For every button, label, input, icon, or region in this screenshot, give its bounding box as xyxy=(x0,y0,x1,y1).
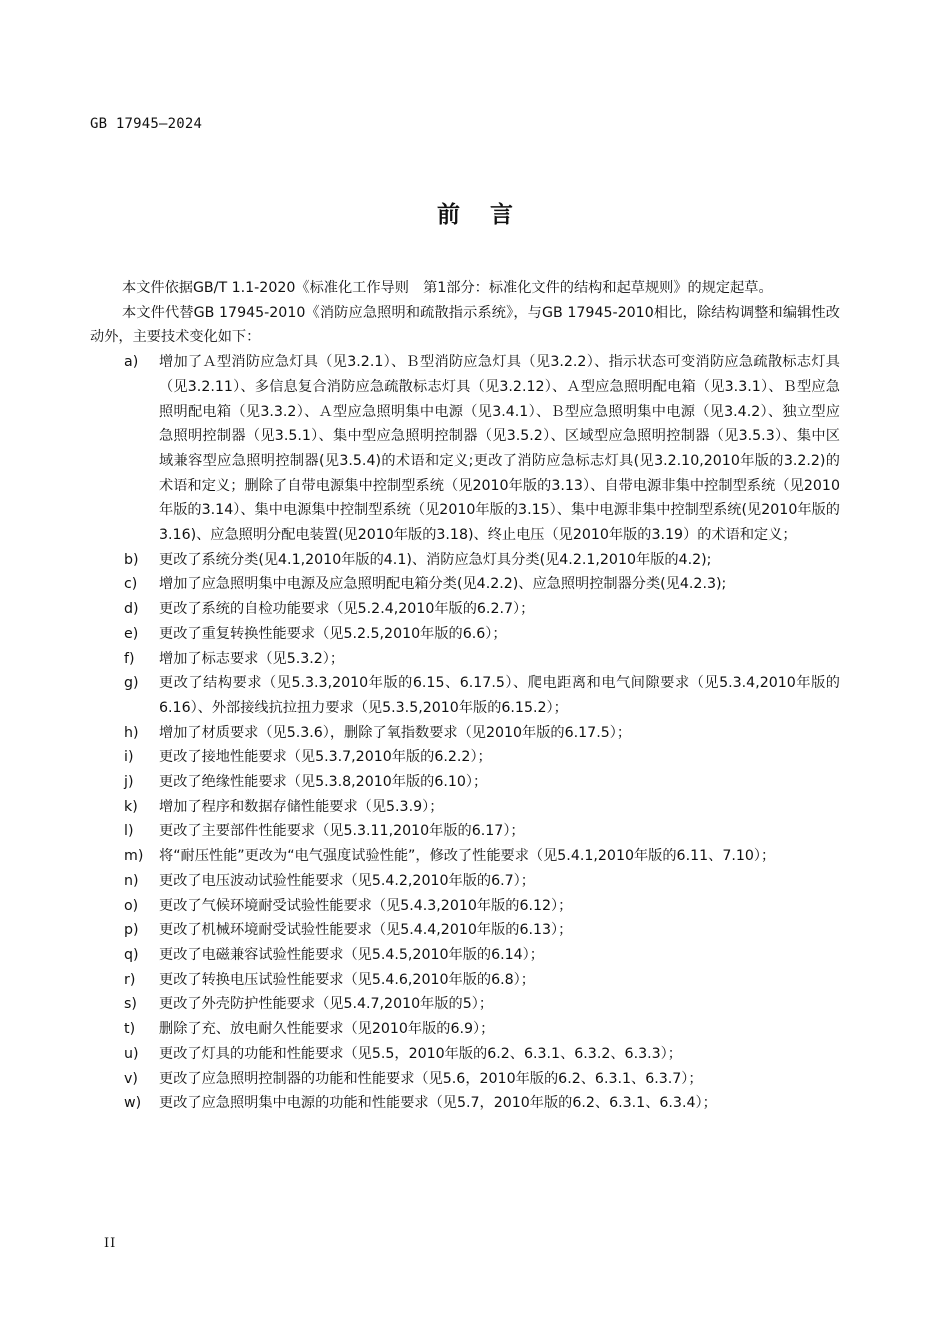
list-item xyxy=(90,795,840,820)
list-marker: f) xyxy=(124,650,135,667)
list-item xyxy=(90,869,840,894)
list-marker: i) xyxy=(124,749,134,766)
page-title: 前言 xyxy=(437,201,543,228)
list-marker: g) xyxy=(124,675,139,692)
list-marker: r) xyxy=(124,971,136,988)
list-marker: l) xyxy=(124,823,134,840)
list-item xyxy=(90,572,840,597)
list-item xyxy=(90,918,840,943)
list-marker: m) xyxy=(124,848,144,865)
list-item xyxy=(90,745,840,770)
list-marker: u) xyxy=(124,1045,139,1062)
list-item-text: 更改了外壳防护性能要求（见5.4.7,2010年版的5）； xyxy=(159,996,494,1013)
list-marker: q) xyxy=(124,946,139,963)
list-item-text: 增加了Ａ型消防应急灯具（见3.2.1）、Ｂ型消防应急灯具（见3.2.2）、指示状态可变消防应急疏散标志灯具（见3.2.11）、多信息复合消防应急疏散标志灯具（见3.2.12）、Ａ型应急照明配电箱（见3.3.1）、Ｂ型应急照明配电箱（见3.3.2）、Ａ型应急照明集中电源（见3.4.1）、Ｂ型应急照明集中电源（见3.4.2）、独立型应急照明控制器（见3.5.1）、集中型应急照明控制器（见3.5.2）、区域型应急照明控制器（见3.5.3）、集中区域兼容型应急照明控制器(见3.5.4)的术语和定义;更改了消防应急标志灯具(见3.2.10,2010年版的3.2.2)的术语和定义；删除了自带电源集中控制型系统（见2010年版的3.13）、自带电源非集中控制型系统（见2010年版的3.14）、集中电源集中控制型系统（见2010年版的3.15）、集中电源非集中控制型系统(见2010年版的3.16)、应急照明分配电装置(见2010年版的3.18)、终止电压（见2010年版的3.19）的术语和定义； xyxy=(159,354,840,544)
list-marker: d) xyxy=(124,601,139,618)
list-item-text: 增加了材质要求（见5.3.6），删除了氧指数要求（见2010年版的6.17.5）； xyxy=(159,724,632,741)
standard-number: GB 17945—2024 xyxy=(90,116,203,132)
list-item-text: 更改了接地性能要求（见5.3.7,2010年版的6.2.2）； xyxy=(159,749,492,766)
paragraph-drafting-basis: 本文件依据GB/T 1.1-2020《标准化工作导则 第1部分：标准化文件的结构和起草规则》的规定起草。 xyxy=(122,280,773,296)
list-item xyxy=(90,1042,840,1067)
list-marker: w) xyxy=(124,1095,142,1112)
list-item-text: 删除了充、放电耐久性能要求（见2010年版的6.9）； xyxy=(159,1021,495,1038)
list-item-text: 将“耐压性能”更改为“电气强度试验性能”，修改了性能要求（见5.4.1,2010年版的6.11、7.10）； xyxy=(159,848,776,865)
list-item-text: 更改了机械环境耐受试验性能要求（见5.4.4,2010年版的6.13）； xyxy=(159,922,573,939)
list-item xyxy=(90,819,840,844)
list-item xyxy=(90,1017,840,1042)
list-item xyxy=(90,671,840,720)
list-item xyxy=(90,1091,840,1116)
list-item-text: 更改了应急照明集中电源的功能和性能要求（见5.7，2010年版的6.2、6.3.1、6.3.4）； xyxy=(159,1095,717,1112)
list-item-text: 更改了转换电压试验性能要求（见5.4.6,2010年版的6.8）； xyxy=(159,971,535,988)
foreword-body xyxy=(90,276,840,1116)
list-item xyxy=(90,943,840,968)
list-item xyxy=(90,770,840,795)
list-marker: j) xyxy=(124,774,134,791)
list-marker: o) xyxy=(124,897,139,914)
list-item xyxy=(90,1067,840,1092)
list-item-text: 更改了灯具的功能和性能要求（见5.5，2010年版的6.2、6.3.1、6.3.2、6.3.3）； xyxy=(159,1045,682,1062)
list-item xyxy=(90,548,840,573)
list-marker: v) xyxy=(124,1070,138,1087)
list-marker: e) xyxy=(124,625,139,642)
list-item xyxy=(90,597,840,622)
list-item-text: 更改了结构要求（见5.3.3,2010年版的6.15、6.17.5）、爬电距离和电气间隙要求（见5.3.4,2010年版的6.16）、外部接线抗拉扭力要求（见5.3.5,2010年版的6.15.2）； xyxy=(159,675,840,716)
list-marker: s) xyxy=(124,996,137,1013)
list-marker: k) xyxy=(124,798,138,815)
list-item-text: 更改了系统分类(见4.1,2010年版的4.1)、消防应急灯具分类(见4.2.1,2010年版的4.2); xyxy=(159,551,712,568)
page-number: II xyxy=(104,1236,117,1251)
list-marker: a) xyxy=(124,354,139,371)
list-item xyxy=(90,721,840,746)
list-item-text: 增加了程序和数据存储性能要求（见5.3.9）； xyxy=(159,798,444,815)
list-item xyxy=(90,844,840,869)
list-item xyxy=(90,622,840,647)
list-marker: h) xyxy=(124,724,139,741)
list-item-text: 更改了电压波动试验性能要求（见5.4.2,2010年版的6.7）； xyxy=(159,872,535,889)
list-marker: b) xyxy=(124,551,139,568)
list-item-text: 更改了绝缘性能要求（见5.3.8,2010年版的6.10）； xyxy=(159,774,488,791)
changes-list xyxy=(90,350,840,1116)
list-item xyxy=(90,350,840,548)
list-item xyxy=(90,968,840,993)
list-item-text: 更改了重复转换性能要求（见5.2.5,2010年版的6.6）； xyxy=(159,625,507,642)
paragraph-replacement-note: 本文件代替GB 17945-2010《消防应急照明和疏散指示系统》，与GB 17945-2010相比，除结构调整和编辑性改动外，主要技术变化如下： xyxy=(90,304,840,346)
list-marker: p) xyxy=(124,922,139,939)
list-item xyxy=(90,647,840,672)
list-item-text: 更改了主要部件性能要求（见5.3.11,2010年版的6.17）； xyxy=(159,823,525,840)
list-item xyxy=(90,894,840,919)
list-item-text: 增加了应急照明集中电源及应急照明配电箱分类(见4.2.2)、应急照明控制器分类(见4.2.3); xyxy=(159,576,727,593)
list-marker: c) xyxy=(124,576,138,593)
list-marker: n) xyxy=(124,872,139,889)
list-item-text: 更改了气候环境耐受试验性能要求（见5.4.3,2010年版的6.12）； xyxy=(159,897,573,914)
list-item-text: 更改了应急照明控制器的功能和性能要求（见5.6，2010年版的6.2、6.3.1、6.3.7）； xyxy=(159,1070,703,1087)
list-item-text: 增加了标志要求（见5.3.2）； xyxy=(159,650,345,667)
list-item xyxy=(90,992,840,1017)
list-item-text: 更改了系统的自检功能要求（见5.2.4,2010年版的6.2.7）； xyxy=(159,601,535,618)
list-marker: t) xyxy=(124,1021,136,1038)
list-item-text: 更改了电磁兼容试验性能要求（见5.4.5,2010年版的6.14）； xyxy=(159,946,544,963)
